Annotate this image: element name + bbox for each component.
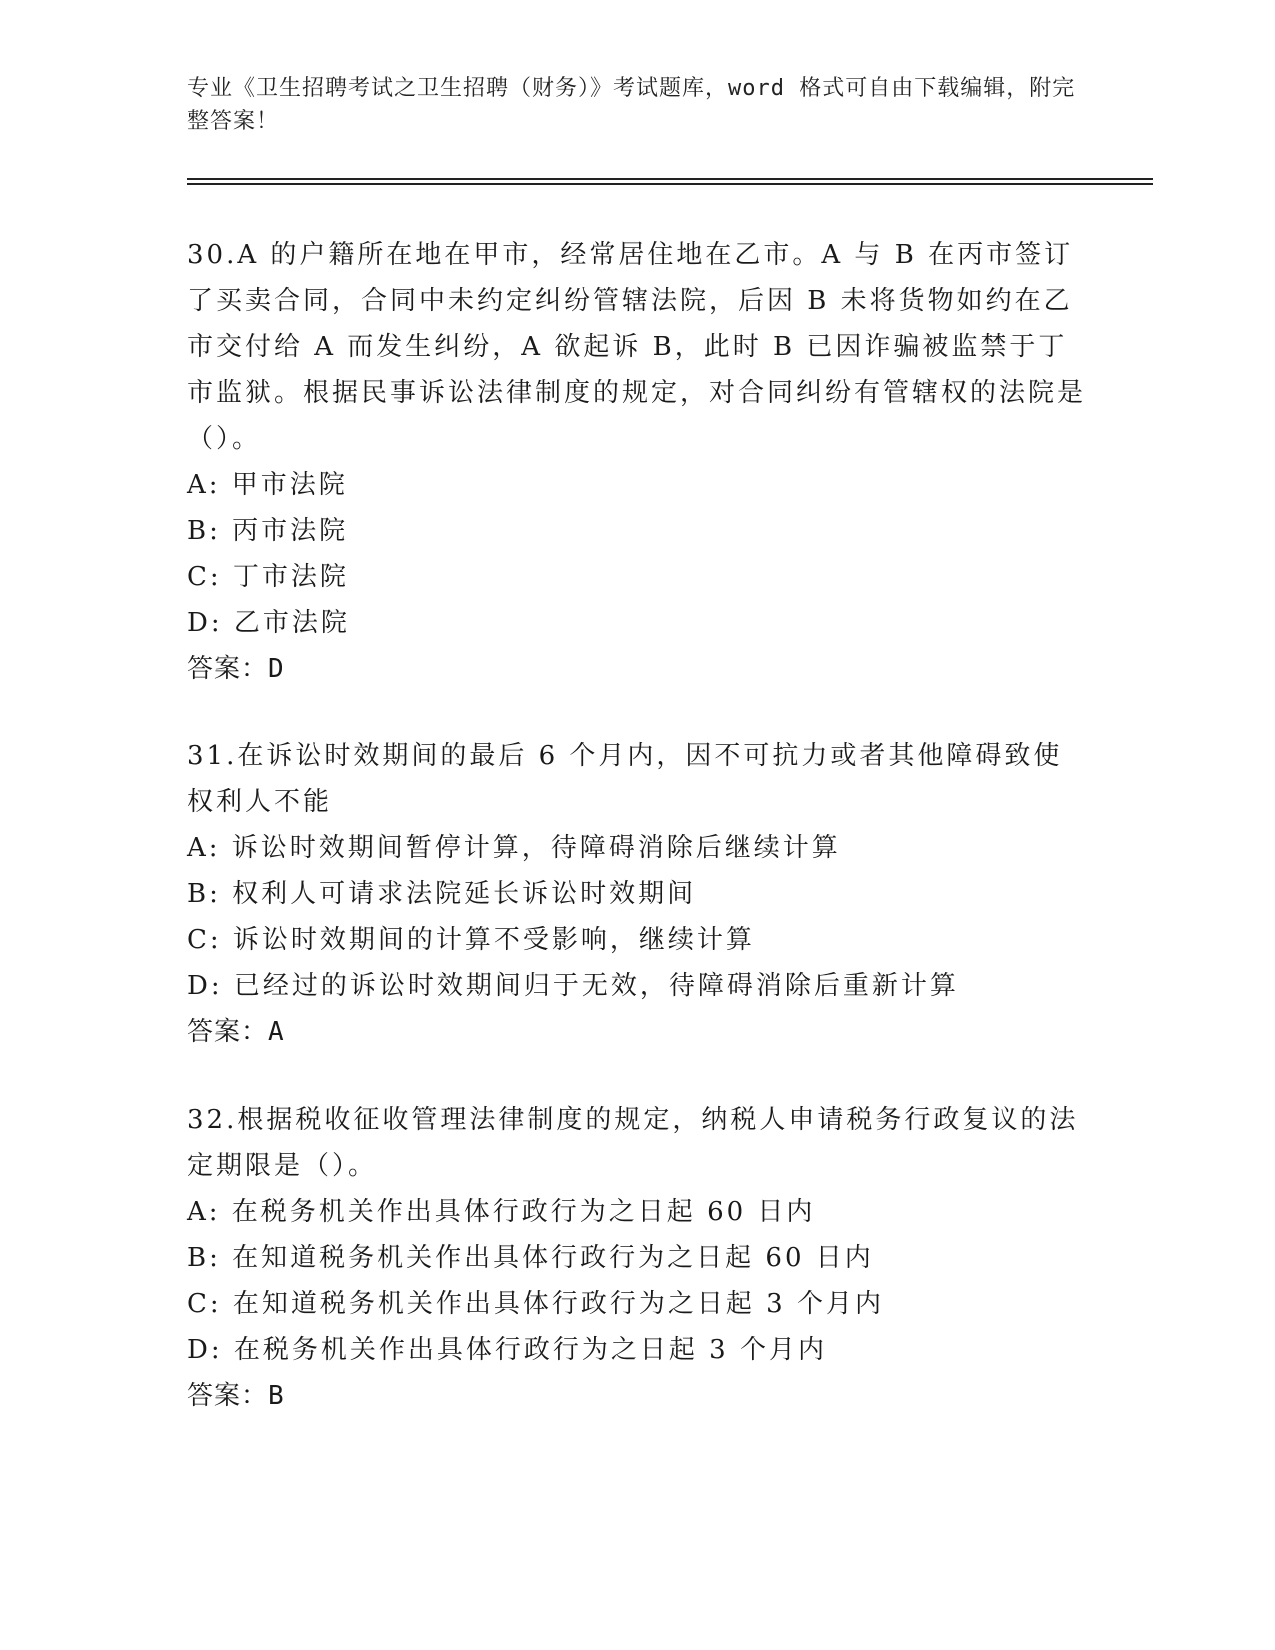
question-stem: 31.在诉讼时效期间的最后 6 个月内，因不可抗力或者其他障碍致使权利人不能	[187, 741, 1063, 817]
answer-value: B	[268, 1381, 285, 1411]
option-a: A: 在税务机关作出具体行政行为之日起 60 日内	[187, 1197, 816, 1227]
option-c: C: 在知道税务机关作出具体行政行为之日起 3 个月内	[187, 1289, 884, 1319]
answer-label: 答案：	[187, 654, 269, 684]
answer-label: 答案：	[187, 1017, 269, 1047]
option-d: D: 乙市法院	[187, 608, 350, 638]
answer-line	[187, 1009, 1087, 1055]
question-stem: 30.A 的户籍所在地在甲市，经常居住地在乙市。A 与 B 在丙市签订了买卖合同，合同中未约定纠纷管辖法院，后因 B 未将货物如约在乙市交付给 A 而发生纠纷，A 欲起诉 B，此时 B 已因诈骗被监禁于丁市监狱。根据民事诉讼法律制度的规定，对合同纠纷有管辖权的法院是（）。	[187, 240, 1087, 454]
option-b: B: 丙市法院	[187, 516, 349, 546]
answer-value: A	[268, 1017, 285, 1047]
option-d: D: 在税务机关作出具体行政行为之日起 3 个月内	[187, 1335, 827, 1365]
option-a: A: 诉讼时效期间暂停计算，待障碍消除后继续计算	[187, 833, 841, 863]
option-c: C: 诉讼时效期间的计算不受影响，继续计算	[187, 925, 755, 955]
option-b: B: 权利人可请求法院延长诉讼时效期间	[187, 879, 697, 909]
option-a: A: 甲市法院	[187, 470, 348, 500]
option-b: B: 在知道税务机关作出具体行政行为之日起 60 日内	[187, 1243, 874, 1273]
option-d: D: 已经过的诉讼时效期间归于无效，待障碍消除后重新计算	[187, 971, 959, 1001]
question-stem: 32.根据税收征收管理法律制度的规定，纳税人申请税务行政复议的法定期限是（）。	[187, 1105, 1079, 1181]
header-divider-bottom	[187, 183, 1153, 185]
document-header: 专业《卫生招聘考试之卫生招聘（财务）》考试题库，word 格式可自由下载编辑，附完整答案！	[187, 76, 1076, 134]
answer-label: 答案：	[187, 1381, 269, 1411]
option-c: C: 丁市法院	[187, 562, 349, 592]
answer-value: D	[268, 654, 285, 684]
answer-line	[187, 1373, 1087, 1419]
question-31	[187, 733, 1087, 1055]
question-30	[187, 232, 1087, 692]
header-divider-top	[187, 178, 1153, 180]
question-32	[187, 1097, 1087, 1419]
answer-line	[187, 646, 1087, 692]
